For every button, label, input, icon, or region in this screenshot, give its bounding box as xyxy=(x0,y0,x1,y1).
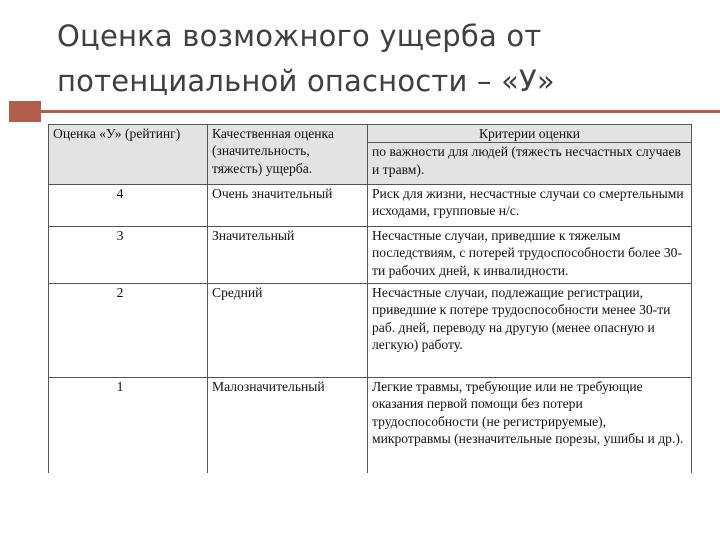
rating-cell xyxy=(49,185,208,227)
header-rating: Оценка «У» (рейтинг) xyxy=(49,125,208,185)
table-row xyxy=(49,378,692,474)
header-quality: Качественная оценка (значительность, тяжесть) ущерба. xyxy=(208,125,368,185)
table-header-row xyxy=(49,125,692,185)
criteria-cell: Риск для жизни, несчастные случаи со смертельными исходами, групповые н/с. xyxy=(368,185,692,227)
rating-value: 4 xyxy=(116,186,124,201)
rating-cell xyxy=(49,227,208,284)
rating-value: 3 xyxy=(116,228,124,243)
table-row xyxy=(49,185,692,227)
header-criteria-cell xyxy=(368,125,692,185)
criteria-cell: Несчастные случаи, приведшие к тяжелым последствиям, с потерей трудоспособности более 30-ти рабочих дней, к инвалидности. xyxy=(368,227,692,284)
quality-cell: Средний xyxy=(208,284,368,378)
criteria-cell: Несчастные случаи, подлежащие регистрации, приведшие к потере трудоспособности менее 30-ти раб. дней, переводу на другую (менее опасную и легкую) работу. xyxy=(368,284,692,378)
accent-divider xyxy=(41,110,720,113)
quality-cell: Малозначительный xyxy=(208,378,368,474)
table-row xyxy=(49,284,692,378)
slide-title: Оценка возможного ущерба от потенциальной опасности – «У» xyxy=(57,19,555,98)
rating-value: 2 xyxy=(116,285,124,300)
header-criteria: Критерии оценки xyxy=(368,125,691,143)
accent-square xyxy=(9,101,41,122)
header-criteria-sub: по важности для людей (тяжесть несчастных случаев и травм). xyxy=(372,144,681,177)
table-row xyxy=(49,227,692,284)
rating-cell xyxy=(49,378,208,474)
rating-cell xyxy=(49,284,208,378)
criteria-cell: Легкие травмы, требующие или не требующие оказания первой помощи без потери трудоспособности (не регистрируемые), микротравмы (незначительные порезы, ушибы и др.). xyxy=(368,378,692,474)
quality-cell: Очень значительный xyxy=(208,185,368,227)
rating-value: 1 xyxy=(116,379,124,394)
damage-assessment-table xyxy=(48,124,692,473)
quality-cell: Значительный xyxy=(208,227,368,284)
